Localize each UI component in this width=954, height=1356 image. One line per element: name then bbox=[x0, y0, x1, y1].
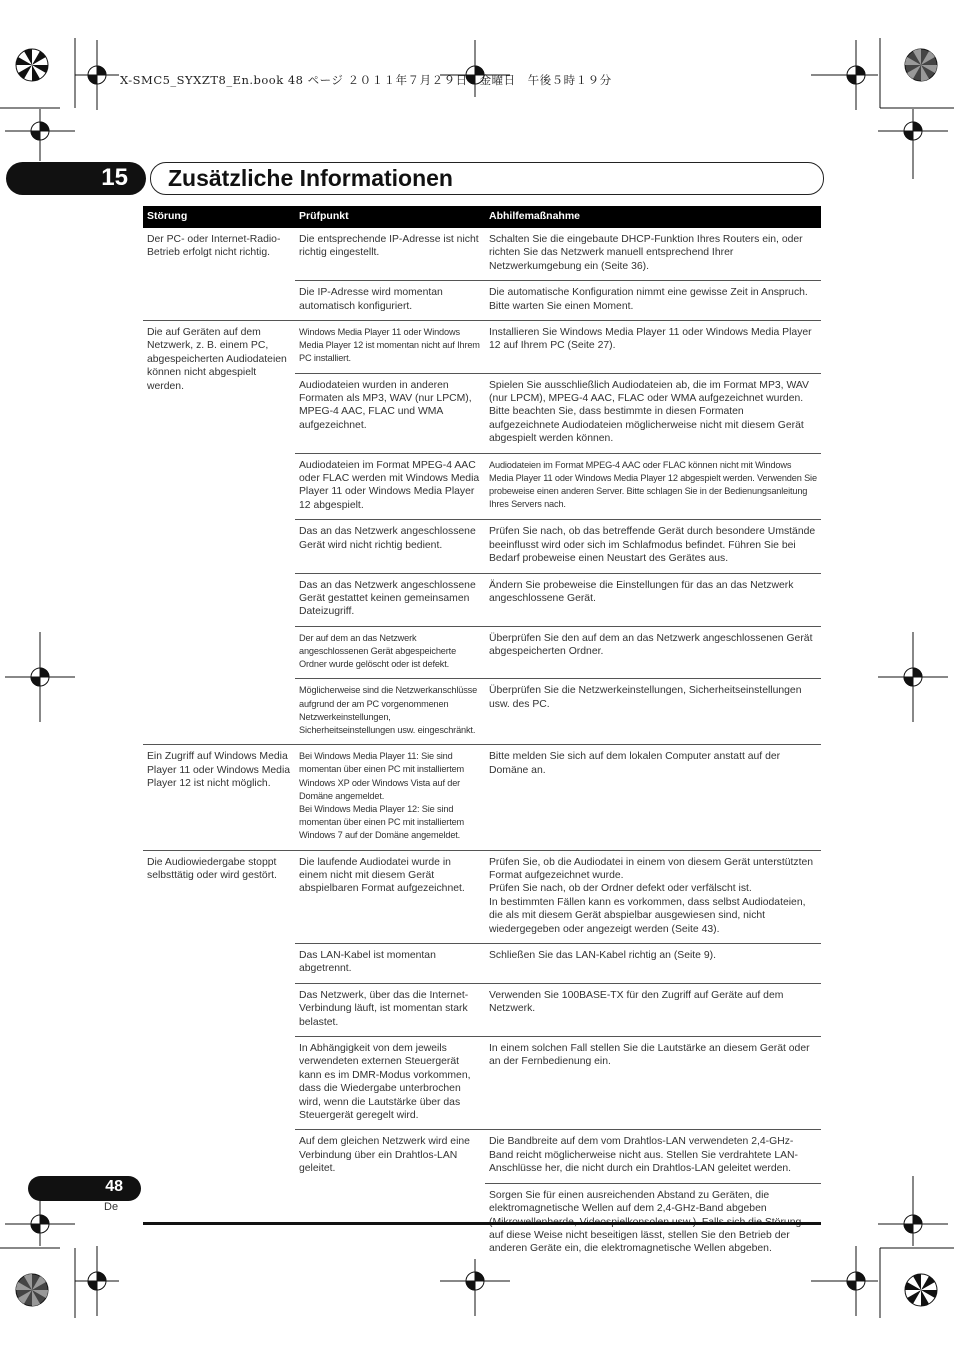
problem-cell: Der PC- oder Internet-Radio-Betrieb erfolgt nicht richtig. bbox=[147, 234, 281, 259]
column-header-remedy: Abhilfemaßnahme bbox=[485, 206, 821, 228]
chapter-number: 15 bbox=[101, 164, 128, 191]
remedy-cell: Prüfen Sie nach, ob das betreffende Gerät durch besondere Umstände beeinflusst wird oder sich im Schlafmodus befindet. Führen Sie bei Bedarf probeweise einen Neustart des Gerätes aus. bbox=[485, 520, 821, 573]
check-cell: Die IP-Adresse wird momentan automatisch konfiguriert. bbox=[295, 281, 485, 321]
remedy-cell: Die automatische Konfiguration nimmt eine gewisse Zeit in Anspruch. Bitte warten Sie einen Moment. bbox=[485, 281, 821, 321]
remedy-cell: Überprüfen Sie den auf dem an das Netzwerk angeschlossenen Gerät abgespeicherten Ordner. bbox=[485, 626, 821, 679]
title-bar bbox=[150, 162, 824, 195]
check-cell: Möglicherweise sind die Netzwerkanschlüsse aufgrund der am PC vorgenommenen Netzwerkeinstellungen, Sicherheitseinstellungen usw. eingeschränkt. bbox=[295, 679, 485, 745]
table-row bbox=[143, 228, 821, 281]
remedy-cell: Bitte melden Sie sich auf dem lokalen Computer anstatt auf der Domäne an. bbox=[485, 745, 821, 850]
remedy-cell: Schließen Sie das LAN-Kabel richtig an (Seite 9). bbox=[485, 944, 821, 984]
check-cell: In Abhängigkeit von dem jeweils verwendeten externen Steuergerät kann es im DMR-Modus vorkommen, dass die Wiedergabe unterbrochen wird, wenn die Lautstärke über das Steuergerät geregelt wird. bbox=[295, 1037, 485, 1130]
check-cell: Das LAN-Kabel ist momentan abgetrennt. bbox=[295, 944, 485, 984]
remedy-line: In bestimmten Fällen kann es vorkommen, dass selbst Audiodateien, die als mit diesem Gerät abspielbar ausgewiesen sind, nicht wiedergegeben oder angezeigt werden (Seite 43). bbox=[489, 896, 806, 935]
remedy-line: Prüfen Sie nach, ob der Ordner defekt oder verfälscht ist. bbox=[489, 883, 752, 895]
remedy-line: Prüfen Sie, ob die Audiodatei in einem von diesem Gerät unterstützten Format aufgezeichnet wurde. bbox=[489, 856, 814, 881]
remedy-cell: Spielen Sie ausschließlich Audiodateien ab, die im Format MP3, WAV (nur LPCM), MPEG-4 AAC, FLAC oder WMA aufgezeichnet wurden. Bitte beachten Sie, dass bestimmte in diesen Formaten aufgezeichnete Audiodateien möglicherweise nicht mit diesem Gerät abgespielt werden können. bbox=[485, 373, 821, 453]
remedy-cell: Ändern Sie probeweise die Einstellungen für das an das Netzwerk angeschlossene Gerät. bbox=[485, 573, 821, 626]
page-number: 48 bbox=[105, 1178, 123, 1195]
check-cell: Die entsprechende IP-Adresse ist nicht richtig eingestellt. bbox=[299, 234, 479, 259]
page-number-badge bbox=[28, 1176, 141, 1201]
check-cell: Windows Media Player 11 oder Windows Media Player 12 ist momentan nicht auf Ihrem PC installiert. bbox=[295, 321, 485, 374]
chapter-badge bbox=[6, 162, 146, 195]
remedy-cell: In einem solchen Fall stellen Sie die Lautstärke an diesem Gerät oder an der Fernbedienung ein. bbox=[485, 1037, 821, 1130]
column-header-problem: Störung bbox=[143, 206, 295, 228]
check-cell: Audiodateien wurden in anderen Formaten als MP3, WAV (nur LPCM), MPEG-4 AAC, FLAC und WMA aufgezeichnet. bbox=[295, 373, 485, 453]
remedy-cell: Überprüfen Sie die Netzwerkeinstellungen, Sicherheitseinstellungen usw. des PC. bbox=[485, 679, 821, 745]
troubleshooting-table bbox=[143, 206, 821, 1263]
problem-cell: Die auf Geräten auf dem Netzwerk, z. B. einem PC, abgespeicherten Audiodateien können nicht abgespielt werden. bbox=[143, 321, 295, 745]
remedy-cell: Audiodateien im Format MPEG-4 AAC oder FLAC können nicht mit Windows Media Player 11 oder Windows Media Player 12 abgespielt werden. Verwenden Sie probeweise einen anderen Server. Bitte schlagen Sie in der Bedienungsanleitung Ihres Servers nach. bbox=[485, 453, 821, 520]
remedy-cell: Sorgen Sie für einen ausreichenden Abstand zu Geräten, die elektromagnetische Wellen auf dem 2,4-GHz-Band abgeben auf diese Weise nicht beseitigen lässt, stellen Sie den Betrieb der anderen Geräte ein, die elektromagnetische Wellen abgeben. bbox=[485, 1183, 821, 1263]
print-header: X-SMC5_SYXZT8_En.book 48 ページ ２０１１年７月２９日 金曜日 午後５時１９分 bbox=[120, 73, 612, 87]
footer-rule bbox=[143, 1222, 821, 1225]
check-cell: Das an das Netzwerk angeschlossene Gerät wird nicht richtig bedient. bbox=[295, 520, 485, 573]
check-line: Bei Windows Media Player 12: Sie sind momentan über einen PC mit installiertem Windows 7 auf der Domäne angemeldet. bbox=[299, 803, 465, 841]
check-line: Bei Windows Media Player 11: Sie sind momentan über einen PC mit installiertem Windows XP oder Windows Vista auf der Domäne angemeldet. bbox=[299, 751, 465, 801]
table-row bbox=[143, 745, 821, 850]
problem-cell: Die Audiowiedergabe stoppt selbsttätig oder wird gestört. bbox=[143, 850, 295, 1263]
table-header-row bbox=[143, 206, 821, 228]
remedy-cell: Schalten Sie die eingebaute DHCP-Funktion Ihres Routers ein, oder richten Sie das Netzwerk manuell entsprechend Ihrer Netzwerkumgebung ein (Seite 36). bbox=[489, 234, 803, 272]
check-cell: Die laufende Audiodatei wurde in einem nicht mit diesem Gerät abspielbaren Format aufgezeichnet. bbox=[295, 850, 485, 943]
check-cell: Das Netzwerk, über das die Internet-Verbindung läuft, ist momentan stark belastet. bbox=[295, 983, 485, 1036]
column-header-check: Prüfpunkt bbox=[295, 206, 485, 228]
check-cell: Audiodateien im Format MPEG-4 AAC oder FLAC werden mit Windows Media Player 11 oder Windows Media Player 12 abgespielt. bbox=[295, 453, 485, 520]
check-cell: Auf dem gleichen Netzwerk wird eine Verbindung über ein Drahtlos-LAN geleitet. bbox=[295, 1130, 485, 1263]
problem-cell: Ein Zugriff auf Windows Media Player 11 oder Windows Media Player 12 ist nicht möglich. bbox=[143, 745, 295, 850]
page-title: Zusätzliche Informationen bbox=[168, 165, 453, 191]
table-row bbox=[143, 321, 821, 374]
remedy-cell bbox=[485, 850, 821, 943]
remedy-cell: Die Bandbreite auf dem vom Drahtlos-LAN verwendeten 2,4-GHz-Band reicht möglicherweise nicht aus. Stellen Sie verdrahtete LAN-Anschlüsse her, die nicht durch ein Drahtlos-LAN geleitet werden. bbox=[485, 1130, 821, 1183]
table-row bbox=[143, 850, 821, 943]
remedy-cell: Verwenden Sie 100BASE-TX für den Zugriff auf Geräte auf dem Netzwerk. bbox=[485, 983, 821, 1036]
remedy-cell: Installieren Sie Windows Media Player 11 oder Windows Media Player 12 auf Ihrem PC (Seite 27). bbox=[485, 321, 821, 374]
check-cell: Das an das Netzwerk angeschlossene Gerät gestattet keinen gemeinsamen Dateizugriff. bbox=[295, 573, 485, 626]
check-cell bbox=[295, 745, 485, 850]
language-code: De bbox=[104, 1201, 119, 1213]
check-cell: Der auf dem an das Netzwerk angeschlossenen Gerät abgespeicherte Ordner wurde gelöscht oder ist defekt. bbox=[295, 626, 485, 679]
